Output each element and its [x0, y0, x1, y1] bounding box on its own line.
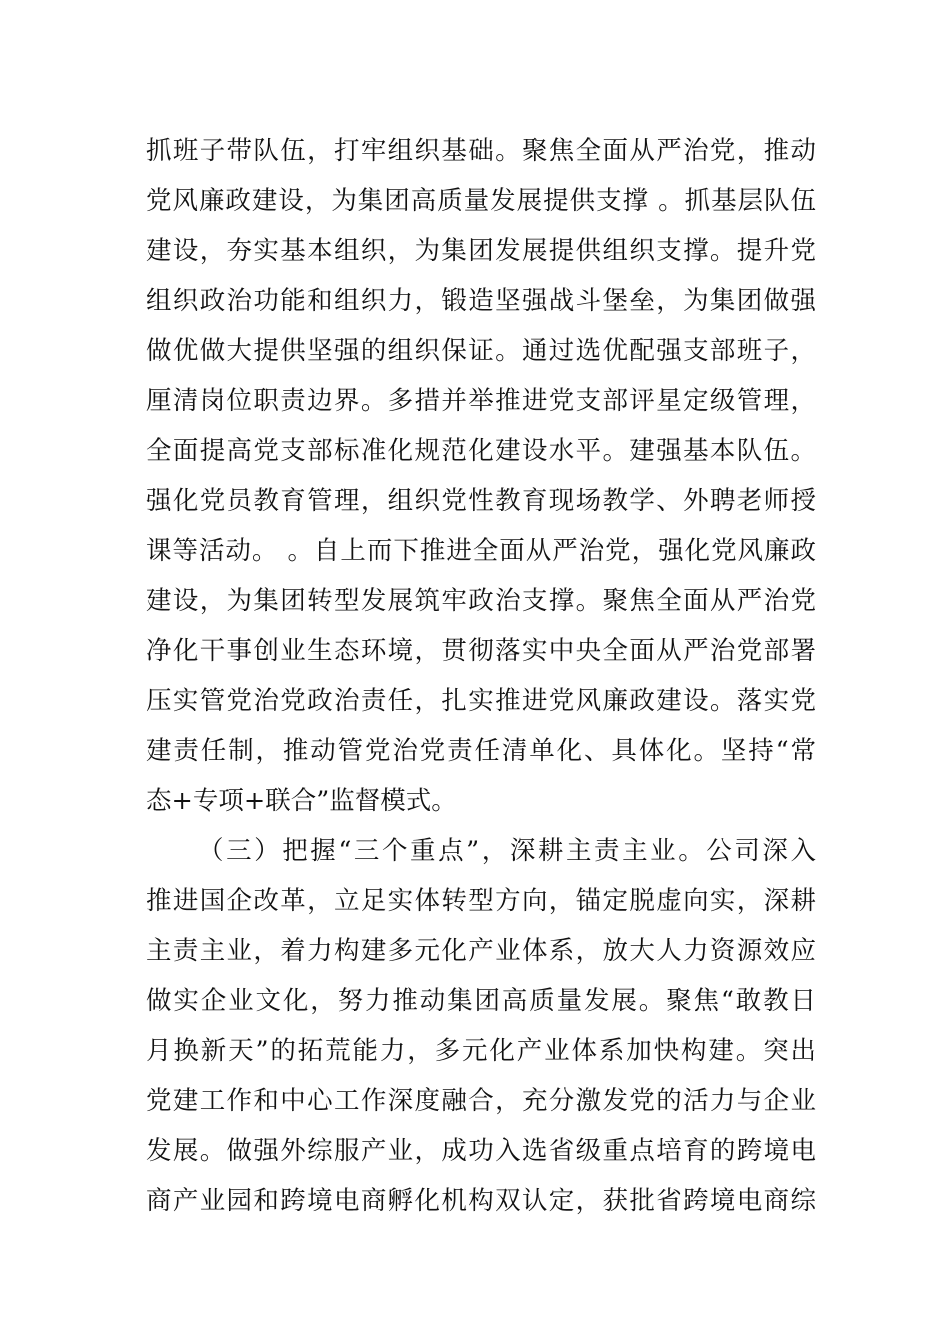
text-line: 全面提高党支部标准化规范化建设水平。建强基本队伍。	[146, 436, 816, 466]
text-line: 组织政治功能和组织力，锻造坚强战斗堡垒，为集团做强	[146, 286, 816, 316]
text-line: 做优做大提供坚强的组织保证。通过选优配强支部班子，	[146, 336, 816, 366]
text-line: 发展。做强外综服产业，成功入选省级重点培育的跨境电	[146, 1136, 816, 1166]
text-line: 态+专项+联合”监督模式。	[146, 786, 457, 816]
text-line: 推进国企改革，立足实体转型方向，锚定脱虚向实，深耕	[146, 886, 816, 916]
text-line: 建设，夯实基本组织，为集团发展提供组织支撑。提升党	[146, 236, 816, 266]
text-line: 厘清岗位职责边界。多措并举推进党支部评星定级管理，	[146, 386, 816, 416]
text-line: 月换新天”的拓荒能力，多元化产业体系加快构建。突出	[146, 1036, 816, 1066]
text-line: 做实企业文化，努力推动集团高质量发展。聚焦“敢教日	[146, 986, 816, 1016]
text-line: 党风廉政建设，为集团高质量发展提供支撑 。抓基层队伍	[146, 186, 816, 216]
text-line: 抓班子带队伍，打牢组织基础。聚焦全面从严治党，推动	[146, 136, 816, 166]
text-line: 党建工作和中心工作深度融合，充分激发党的活力与企业	[146, 1086, 816, 1116]
text-line: 强化党员教育管理，组织党性教育现场教学、外聘老师授	[146, 486, 816, 516]
text-line: 净化干事创业生态环境，贯彻落实中央全面从严治党部署	[146, 636, 816, 666]
text-line: 商产业园和跨境电商孵化机构双认定，获批省跨境电商综	[146, 1186, 816, 1216]
text-line: 主责主业，着力构建多元化产业体系，放大人力资源效应	[146, 936, 816, 966]
text-line: 压实管党治党政治责任，扎实推进党风廉政建设。落实党	[146, 686, 816, 716]
body-text	[146, 126, 816, 1226]
text-line: （三）把握“三个重点”，深耕主责主业。公司深入	[198, 836, 816, 866]
text-line: 建设，为集团转型发展筑牢政治支撑。聚焦全面从严治党	[146, 586, 816, 616]
paragraph-1	[146, 126, 816, 826]
text-line: 建责任制，推动管党治党责任清单化、具体化。坚持“常	[146, 736, 816, 766]
text-line: 课等活动。 。自上而下推进全面从严治党，强化党风廉政	[146, 536, 816, 566]
paragraph-2	[146, 826, 816, 1226]
